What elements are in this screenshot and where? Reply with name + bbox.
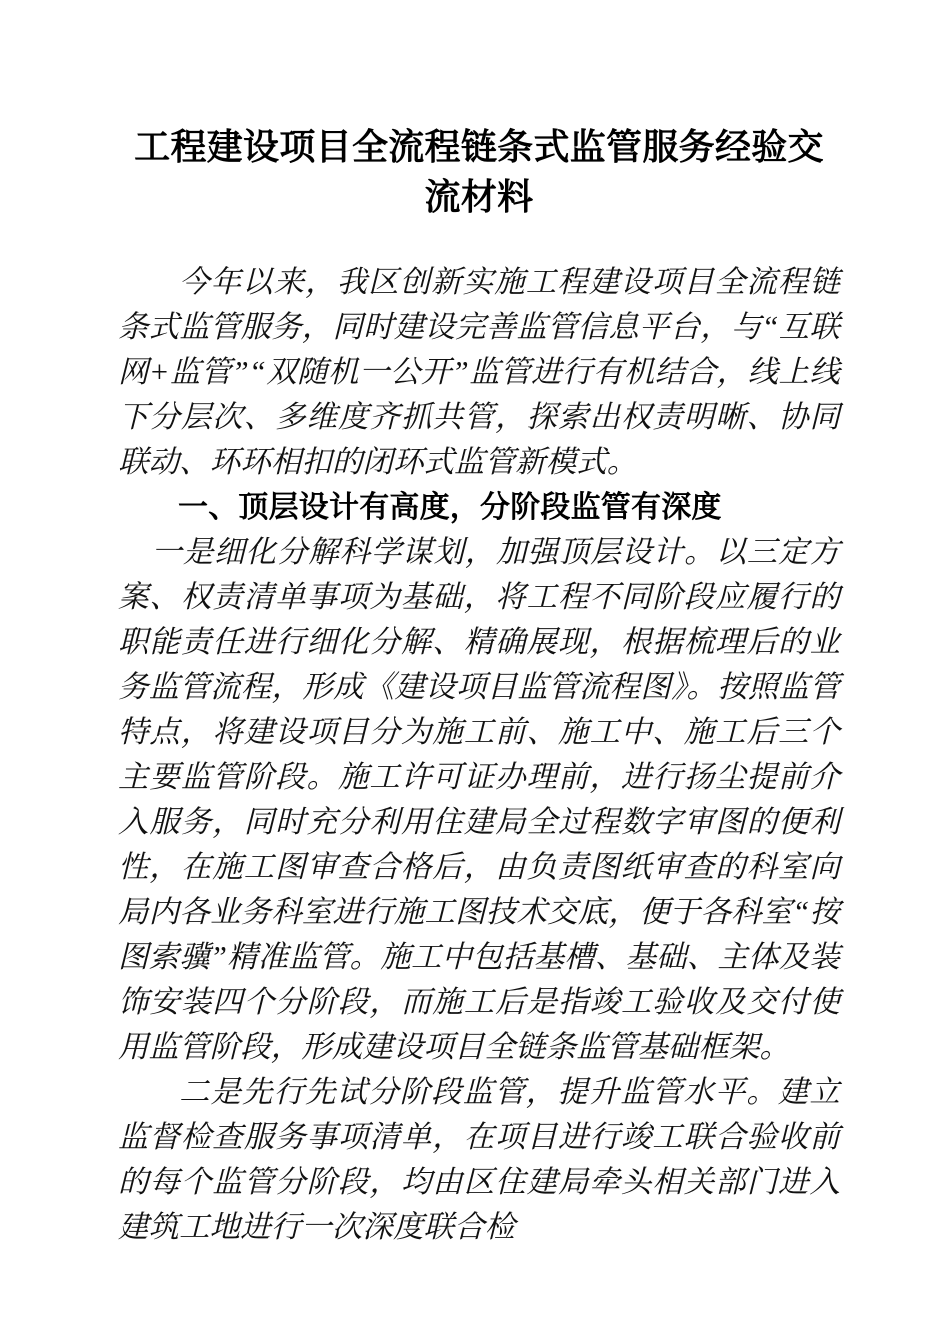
document-body <box>118 0 840 1250</box>
body-paragraph-2: 二是先行先试分阶段监管，提升监管水平。建立监督检查服务事项清单，在项目进行竣工联合验收前的每个监管分阶段，均由区住建局牵头相关部门进入建筑工地进行一次深度联合检 <box>118 1075 840 1244</box>
section-heading-1: 一、顶层设计有高度，分阶段监管有深度 <box>178 491 722 524</box>
page-title: 工程建设项目全流程链条式监管服务经验交流材料 <box>134 127 824 217</box>
intro-paragraph: 今年以来，我区创新实施工程建设项目全流程链条式监管服务，同时建设完善监管信息平台，与“互联网+监管”“双随机一公开”监管进行有机结合，线上线下分层次、多维度齐抓共管，探索出权责明晰、协同联动、环环相扣的闭环式监管新模式。 <box>118 265 840 479</box>
title-spacer <box>118 222 840 260</box>
body-paragraph-1: 一是细化分解科学谋划，加强顶层设计。以三定方案、权责清单事项为基础，将工程不同阶段应履行的职能责任进行细化分解、精确展现，根据梳理后的业务监管流程，形成《建设项目监管流程图》。按照监管特点，将建设项目分为施工前、施工中、施工后三个主要监管阶段。施工许可证办理前，进行扬尘提前介入服务，同时充分利用住建局全过程数字审图的便利性，在施工图审查合格后，由负责图纸审查的科室向局内各业务科室进行施工图技术交底，便于各科室“按图索骥”精准监管。施工中包括基槽、基础、主体及装饰安装四个分阶段，而施工后是指竣工验收及交付使用监管阶段，形成建设项目全链条监管基础框架。 <box>118 535 840 1064</box>
